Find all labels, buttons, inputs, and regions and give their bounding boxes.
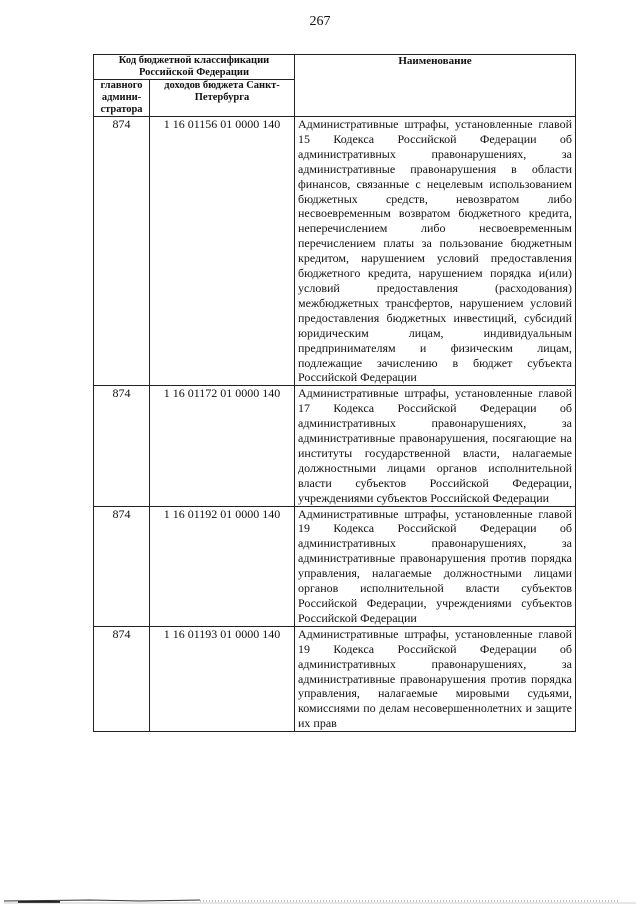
income-code-cell: 1 16 01192 01 0000 140 xyxy=(150,506,295,626)
page-number: 267 xyxy=(309,14,331,29)
name-column-header: Наименование xyxy=(295,55,576,117)
income-code-cell: 1 16 01156 01 0000 140 xyxy=(150,117,295,386)
classification-code-header: Код бюджетной классификации Российской Федерации xyxy=(94,55,295,80)
table-row xyxy=(94,626,576,731)
table-row xyxy=(94,506,576,626)
income-name-cell: Административные штрафы, установленные главой 17 Кодекса Российской Федерации об административных правонарушениях, за административные правонарушения, посягающие на институты государственной власти, налагаемые должностными лицами органов исполнительной власти субъектов Российской Федерации, учреждениями субъектов Российской Федерации xyxy=(295,386,576,506)
scan-edge-artifact xyxy=(0,894,640,905)
budget-classification-table xyxy=(93,54,576,732)
admin-code-cell: 874 xyxy=(94,386,150,506)
income-name-cell: Административные штрафы, установленные главой 19 Кодекса Российской Федерации об административных правонарушениях, за административные правонарушения против порядка управления, налагаемые мировыми судьями, комиссиями по делам несовершеннолетних и защите их прав xyxy=(295,626,576,731)
admin-code-cell: 874 xyxy=(94,626,150,731)
income-name-cell: Административные штрафы, установленные главой 19 Кодекса Российской Федерации об административных правонарушениях, за административные правонарушения против порядка управления, налагаемые должностными лицами органов исполнительной власти субъектов Российской Федерации, учреждениями субъектов Российской Федерации xyxy=(295,506,576,626)
code-column-header: доходов бюджета Санкт-Петербурга xyxy=(150,80,295,117)
admin-column-header: главного админи-стратора xyxy=(94,80,150,117)
income-code-cell: 1 16 01193 01 0000 140 xyxy=(150,626,295,731)
table-row xyxy=(94,117,576,386)
admin-code-cell: 874 xyxy=(94,117,150,386)
income-code-cell: 1 16 01172 01 0000 140 xyxy=(150,386,295,506)
admin-code-cell: 874 xyxy=(94,506,150,626)
income-name-cell: Административные штрафы, установленные главой 15 Кодекса Российской Федерации об административных правонарушениях, за административные правонарушения в области финансов, связанные с нецелевым использованием бюджетных средств, невозвратом либо несвоевременным возвратом бюджетного кредита, неперечислением либо несвоевременным перечислением платы за пользование бюджетным кредитом, нарушением условий предоставления бюджетного кредита, нарушением порядка и(или) условий предоставления (расходования) межбюджетных трансфертов, нарушением условий предоставления бюджетных инвестиций, субсидий юридическим лицам, индивидуальным предпринимателям и физическим лицам, подлежащие зачислению в бюджет субъекта Российской Федерации xyxy=(295,117,576,386)
table-row xyxy=(94,386,576,506)
